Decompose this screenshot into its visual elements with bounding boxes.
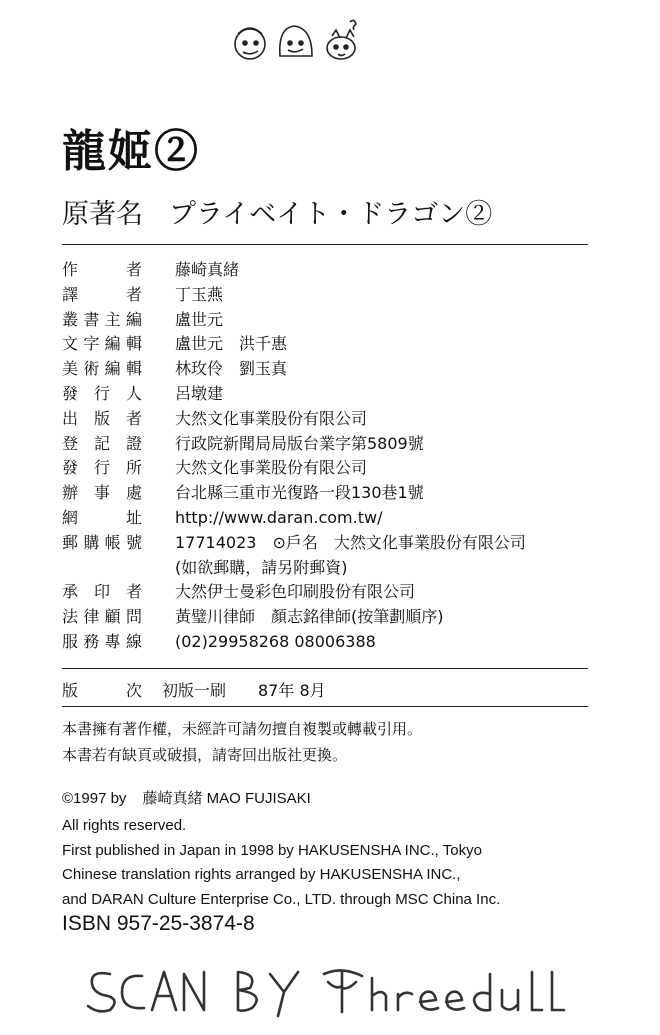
copyright-line <box>62 787 311 808</box>
credit-label: 承 印 者 <box>62 582 142 602</box>
credit-row <box>62 308 592 333</box>
credit-label: 作 者 <box>62 260 142 279</box>
credit-label: 網 址 <box>62 507 142 527</box>
credits-list <box>62 258 592 655</box>
credit-value: 林玫伶 劉玉真 <box>175 359 288 379</box>
copyright-prefix: ©1997 by <box>62 790 127 807</box>
translation-line: Chinese translation rights arranged by HAKUSENSHA INC., <box>62 866 461 883</box>
credit-row <box>62 556 592 581</box>
credit-label: 辦 事 處 <box>62 483 142 503</box>
face-doodle-icon <box>228 16 368 66</box>
divider-middle <box>62 668 588 669</box>
credit-value: 黃璧川律師 顏志銘律師(按筆劃順序) <box>175 607 444 627</box>
credit-row <box>62 357 592 382</box>
credit-row <box>62 580 592 605</box>
credit-label: 出 版 者 <box>62 408 142 428</box>
original-title <box>62 192 492 231</box>
agency-line: and DARAN Culture Enterprise Co., LTD. through MSC China Inc. <box>62 891 501 908</box>
divider-top <box>62 244 588 245</box>
credit-value: 大然伊士曼彩色印刷股份有限公司 <box>175 582 416 602</box>
credit-row <box>62 382 592 407</box>
edition-row <box>62 678 462 702</box>
rights-line: All rights reserved. <box>62 817 187 834</box>
credit-label: 法 律 顧 問 <box>62 607 142 627</box>
credit-row <box>62 506 592 531</box>
credit-value: 行政院新聞局局版台業字第5809號 <box>175 433 424 453</box>
credit-value: 呂墩建 <box>175 383 224 403</box>
credit-value: (如欲郵購，請另附郵資) <box>175 557 348 577</box>
credit-label: 美 術 編 輯 <box>62 359 142 379</box>
credit-label: 文 字 編 輯 <box>62 334 142 354</box>
credit-label: 郵 購 帳 號 <box>62 532 142 552</box>
credit-label: 譯 者 <box>62 284 142 304</box>
credit-row <box>62 481 592 506</box>
credit-value: 藤崎真緒 <box>175 260 240 279</box>
credit-row <box>62 432 592 457</box>
credit-row <box>62 332 592 357</box>
credit-row <box>62 630 592 655</box>
isbn: ISBN 957-25-3874-8 <box>62 912 255 935</box>
publication-line: First published in Japan in 1998 by HAKUSENSHA INC., Tokyo <box>62 842 482 859</box>
credit-value: (02)29958268 08006388 <box>175 631 376 651</box>
credit-value: 大然文化事業股份有限公司 <box>175 458 368 478</box>
credit-value: 17714023 ⊙戶名 大然文化事業股份有限公司 <box>175 532 526 552</box>
author-name-cn: 藤崎真緒 <box>142 790 203 807</box>
credit-value: 大然文化事業股份有限公司 <box>175 408 368 428</box>
edition-value: 初版一刷 87年 8月 <box>162 681 326 700</box>
credit-value: 盧世元 <box>175 309 224 329</box>
divider-bottom <box>62 706 588 707</box>
credit-row <box>62 531 592 556</box>
credit-value: 台北縣三重市光復路一段130巷1號 <box>175 483 424 503</box>
book-title: 龍姬② <box>62 126 200 177</box>
credit-value: http://www.daran.com.tw/ <box>175 507 383 527</box>
credit-row <box>62 283 592 308</box>
credit-label: 發 行 人 <box>62 383 142 403</box>
credit-value: 盧世元 洪千惠 <box>175 334 288 354</box>
credit-label: 發 行 所 <box>62 458 142 478</box>
credit-row <box>62 605 592 630</box>
edition-label: 版 次 <box>62 681 142 700</box>
scan-credit-signature <box>80 960 580 1020</box>
credit-row <box>62 407 592 432</box>
credit-label: 服 務 專 線 <box>62 631 142 651</box>
author-name-en: MAO FUJISAKI <box>206 790 311 807</box>
damage-notice: 本書若有缺頁或破損，請寄回出版社更換。 <box>62 746 348 764</box>
original-title-value: プライベイト・ドラゴン② <box>169 199 493 230</box>
copyright-notice: 本書擁有著作權，未經許可請勿擅自複製或轉載引用。 <box>62 720 423 738</box>
credit-label: 登 記 證 <box>62 433 142 453</box>
credit-row <box>62 258 592 283</box>
original-title-label: 原著名 <box>62 199 143 230</box>
credit-value: 丁玉燕 <box>175 284 224 304</box>
credit-row <box>62 456 592 481</box>
credit-label: 叢 書 主 編 <box>62 309 142 329</box>
